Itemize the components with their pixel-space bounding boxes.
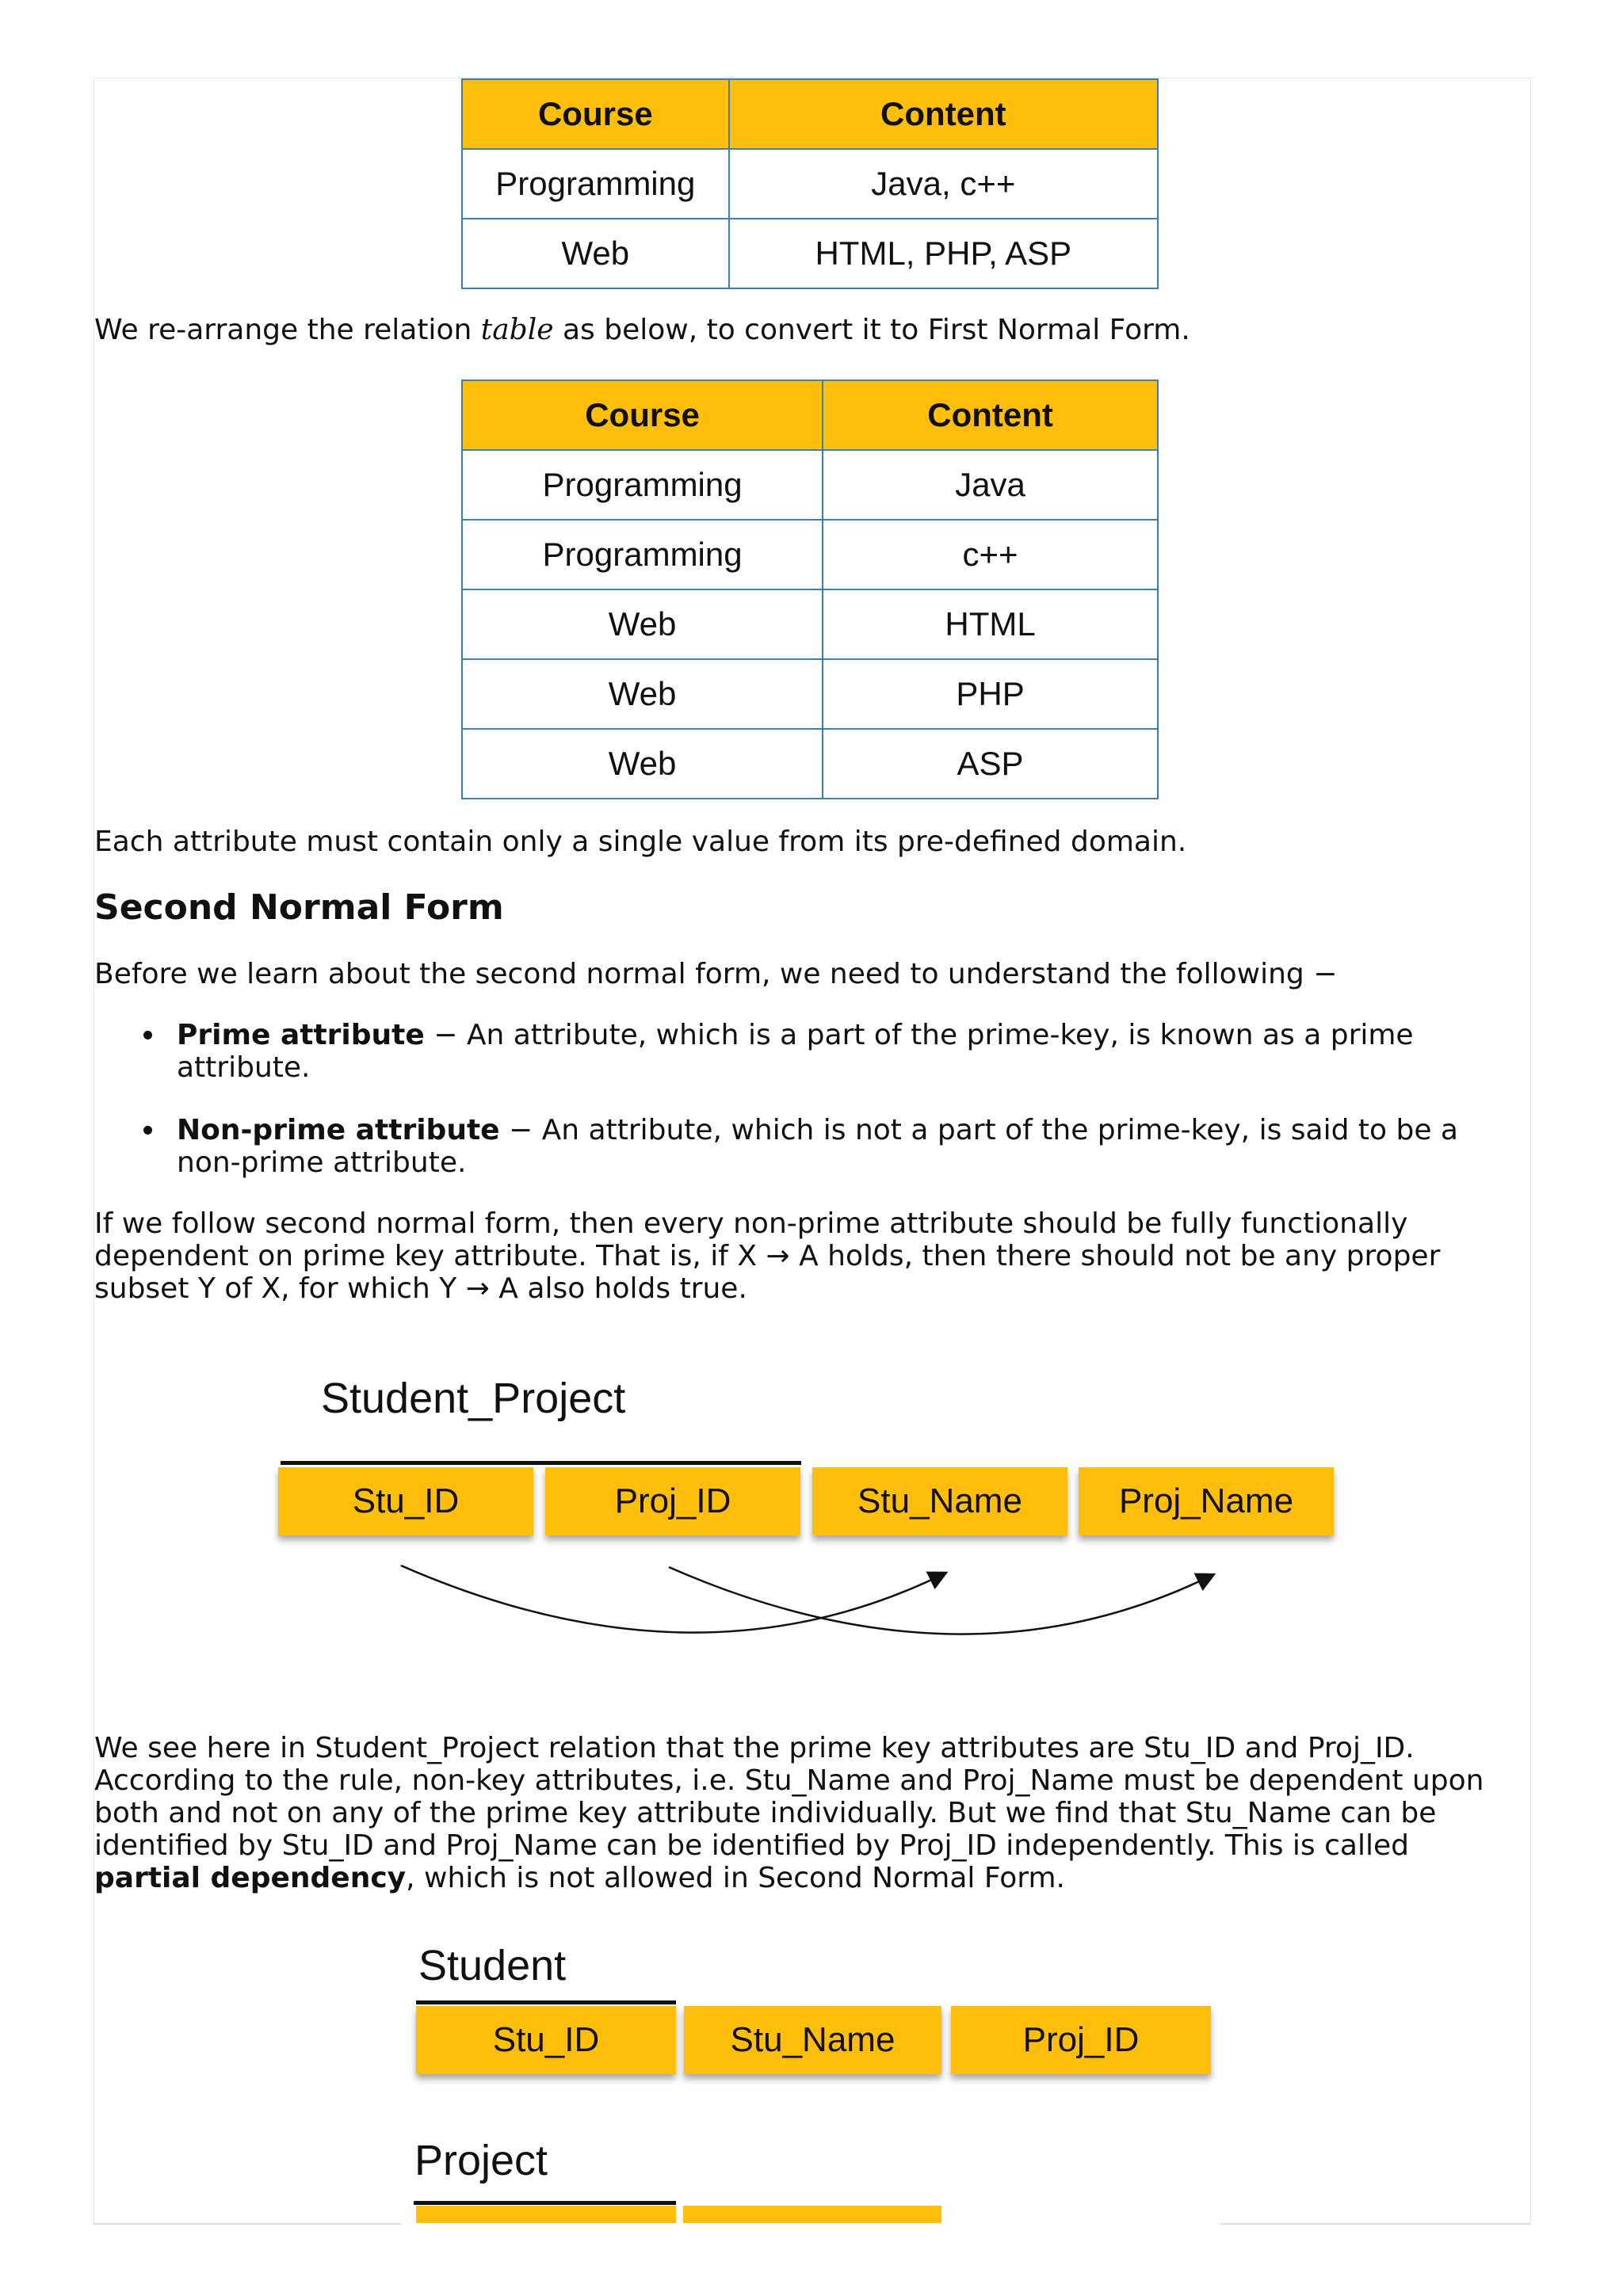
list-item-prime-attribute: Prime attribute − An attribute, which is a part of the prime-key, is known as a prime attribute. bbox=[94, 1019, 1513, 1084]
column-header-content: Content bbox=[823, 380, 1158, 450]
paragraph-partial-dependency: We see here in Student_Project relation that the prime key attributes are Stu_ID and Proj_ID. According to the rule, non-key attributes, i.e. Stu_Name and Proj_Name must be dependent upon both and not on any of the prime key attribute individually. But we find that Stu_Name can be identified by Stu_ID and Proj_Name can be identified by Proj_ID independently. This is called partial dependency, which is not allowed in Second Normal Form. bbox=[94, 1732, 1484, 1894]
cell-content: c++ bbox=[823, 520, 1158, 589]
attribute-proj-id: Proj_ID bbox=[951, 2006, 1211, 2074]
attribute-proj-id: Proj_ID bbox=[545, 1467, 800, 1535]
column-header-content: Content bbox=[729, 79, 1158, 149]
attribute-stu-id: Stu_ID bbox=[416, 2006, 676, 2074]
cell-course: Programming bbox=[462, 450, 823, 520]
attribute-box-partial bbox=[683, 2206, 941, 2223]
cell-content: ASP bbox=[823, 729, 1158, 799]
cell-content: Java bbox=[823, 450, 1158, 520]
list-item-non-prime-attribute: Non-prime attribute − An attribute, which is not a part of the prime-key, is said to be a non-prime attribute. bbox=[94, 1114, 1513, 1179]
cell-course: Web bbox=[462, 219, 729, 288]
cell-course: Web bbox=[462, 659, 823, 729]
attribute-proj-name: Proj_Name bbox=[1079, 1467, 1334, 1535]
cell-course: Programming bbox=[462, 520, 823, 589]
column-header-course: Course bbox=[462, 380, 823, 450]
cell-course: Programming bbox=[462, 149, 729, 219]
attribute-stu-name: Stu_Name bbox=[812, 1467, 1067, 1535]
section-heading-second-normal-form: Second Normal Form bbox=[94, 887, 504, 928]
paragraph-single-value: Each attribute must contain only a single value from its pre-defined domain. bbox=[94, 826, 1187, 858]
page-bottom-rule bbox=[1220, 2223, 1530, 2225]
paragraph-rearrange: We re-arrange the relation table as below, to convert it to First Normal Form. bbox=[94, 314, 1190, 346]
arrow-stu-id-to-stu-name bbox=[401, 1566, 945, 1633]
attribute-stu-name: Stu_Name bbox=[684, 2006, 941, 2074]
page-bottom-rule bbox=[94, 2223, 401, 2225]
cell-content: Java, c++ bbox=[729, 149, 1158, 219]
diagram-title-student-project: Student_Project bbox=[321, 1375, 626, 1422]
cell-course: Web bbox=[462, 589, 823, 659]
paragraph-2nf-rule: If we follow second normal form, then every non-prime attribute should be fully functionally dependent on prime key attribute. That is, if X → A holds, then there should not be any proper subset Y of X, for which Y → A also holds true. bbox=[94, 1207, 1441, 1305]
cell-content: HTML, PHP, ASP bbox=[729, 219, 1158, 288]
cell-course: Web bbox=[462, 729, 823, 799]
arrow-proj-id-to-proj-name bbox=[669, 1567, 1212, 1634]
page-cutoff bbox=[401, 2223, 1220, 2296]
primary-key-underline bbox=[414, 2201, 676, 2205]
attribute-box-partial bbox=[416, 2206, 676, 2223]
diagram-title-student: Student bbox=[418, 1942, 567, 1989]
attribute-stu-id: Stu_ID bbox=[278, 1467, 533, 1535]
diagram-title-project: Project bbox=[414, 2137, 548, 2184]
column-header-course: Course bbox=[462, 79, 729, 149]
primary-key-underline bbox=[416, 2000, 676, 2004]
paragraph-intro: Before we learn about the second normal form, we need to understand the following − bbox=[94, 958, 1338, 990]
cell-content: HTML bbox=[823, 589, 1158, 659]
cell-content: PHP bbox=[823, 659, 1158, 729]
